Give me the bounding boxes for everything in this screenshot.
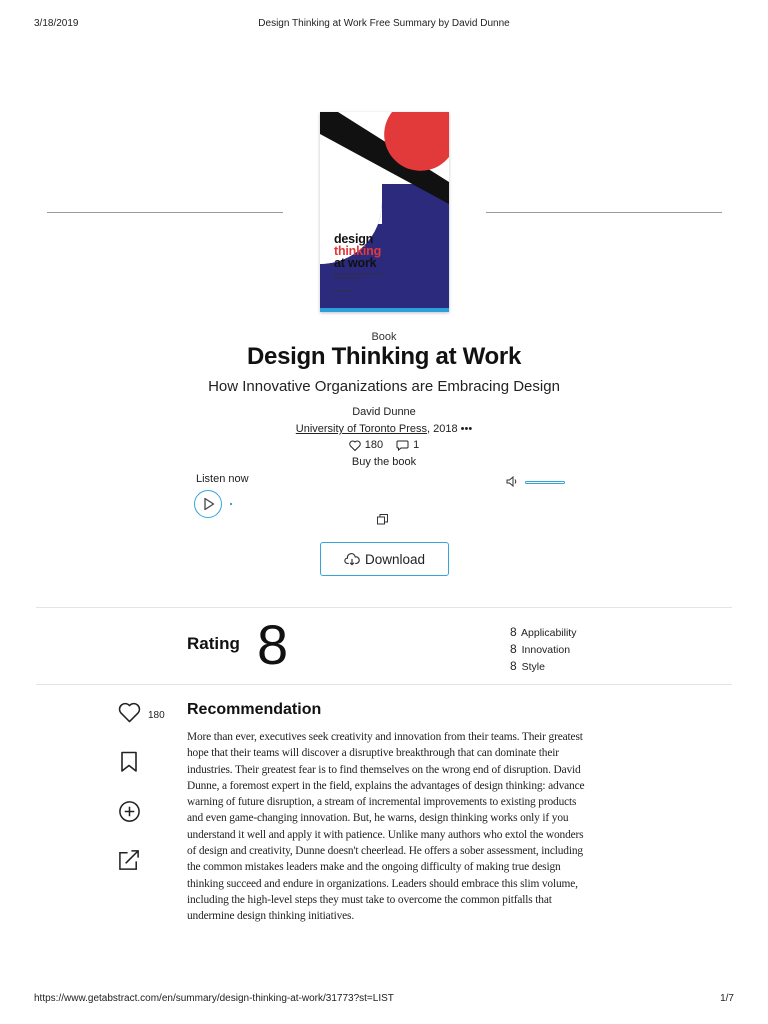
cover-title-line2: thinking bbox=[334, 244, 382, 258]
print-title: Design Thinking at Work Free Summary by David Dunne bbox=[258, 18, 510, 29]
cover-subtitle: how innovative organizations are embracing design bbox=[334, 272, 384, 280]
book-title: Design Thinking at Work bbox=[246, 343, 521, 370]
recommendation-heading: Recommendation bbox=[187, 701, 322, 718]
rating-applicability: 8 Applicability bbox=[510, 625, 577, 639]
divider-line-left bbox=[47, 212, 283, 213]
download-button[interactable] bbox=[320, 542, 449, 576]
publication-year: , 2018 bbox=[427, 423, 458, 435]
book-stats bbox=[0, 439, 768, 454]
comment-icon bbox=[396, 440, 409, 451]
book-author[interactable]: David Dunne bbox=[352, 406, 416, 418]
copy-icon[interactable] bbox=[377, 514, 388, 525]
bookmark-icon[interactable] bbox=[120, 751, 138, 773]
rating-breakdown bbox=[510, 624, 576, 675]
publisher-line bbox=[0, 423, 768, 435]
play-icon bbox=[203, 497, 215, 511]
comments-stat[interactable] bbox=[396, 439, 419, 451]
more-options[interactable]: ••• bbox=[460, 423, 473, 435]
add-to-list-icon[interactable] bbox=[118, 800, 141, 823]
divider-line-right bbox=[486, 212, 722, 213]
cover-author: david dunne bbox=[334, 289, 354, 293]
book-subtitle: How Innovative Organizations are Embracing Design bbox=[208, 378, 560, 395]
rating-label: Rating bbox=[187, 634, 240, 653]
overall-rating: 8 bbox=[257, 613, 289, 676]
listen-now-label: Listen now bbox=[196, 473, 249, 485]
publisher-link[interactable]: University of Toronto Press bbox=[295, 423, 428, 435]
book-cover bbox=[320, 112, 449, 312]
volume-slider[interactable] bbox=[525, 481, 565, 484]
download-label: Download bbox=[364, 551, 426, 567]
play-button[interactable] bbox=[194, 490, 222, 518]
print-url: https://www.getabstract.com/en/summary/design-thinking-at-work/31773?st=LIST bbox=[34, 993, 394, 1004]
comments-count: 1 bbox=[413, 439, 420, 451]
heart-icon bbox=[349, 440, 361, 451]
buy-the-book-link[interactable]: Buy the book bbox=[351, 456, 417, 468]
likes-count: 180 bbox=[364, 439, 384, 451]
cover-title-line1: design bbox=[334, 232, 374, 246]
recommendation-text: More than ever, executives seek creativity and innovation from their teams. Their greatest hope that their teams will discover a disruptive breakthrough that can dominate their industries. Their greatest fear is to find themselves on the wrong end of disruption. David Dunne, a foremost expert in the field, explains the advantages of design thinking: advance warning of future disruption, a stream of incremental improvements to existing products and even game-changing innovation. But, he warns, design thinking works only if you understand it well and apply it with patience. Unlike many authors who extol the wonders of design and creativity, Dunne doesn't cheerlead. He offers a sober assessment, including the common mistakes leaders make and the ongoing difficulty of making true design thinking succeed and endure in organizations. Leaders should embrace this slim volume, including the high-level steps they must take to overcome the common pitfalls that undermine design thinking initiatives. bbox=[187, 731, 585, 923]
cover-artwork bbox=[320, 112, 449, 312]
print-page-number: 1/7 bbox=[720, 993, 734, 1004]
like-count: 180 bbox=[148, 710, 165, 721]
rating-innovation: 8 Innovation bbox=[510, 642, 571, 656]
likes-stat[interactable] bbox=[349, 439, 383, 451]
like-heart-icon[interactable] bbox=[118, 702, 141, 723]
section-divider-bottom bbox=[36, 684, 732, 685]
cover-bottom-bar bbox=[320, 308, 449, 312]
rating-style: 8 Style bbox=[510, 659, 545, 673]
share-icon[interactable] bbox=[118, 848, 141, 871]
audio-progress-marker[interactable] bbox=[230, 503, 232, 505]
cover-title-line3: at work bbox=[334, 256, 377, 270]
print-date: 3/18/2019 bbox=[34, 18, 79, 29]
volume-icon[interactable] bbox=[506, 476, 519, 487]
section-divider-top bbox=[36, 607, 732, 608]
cloud-download-icon bbox=[344, 553, 360, 566]
content-type-label: Book bbox=[371, 331, 397, 343]
